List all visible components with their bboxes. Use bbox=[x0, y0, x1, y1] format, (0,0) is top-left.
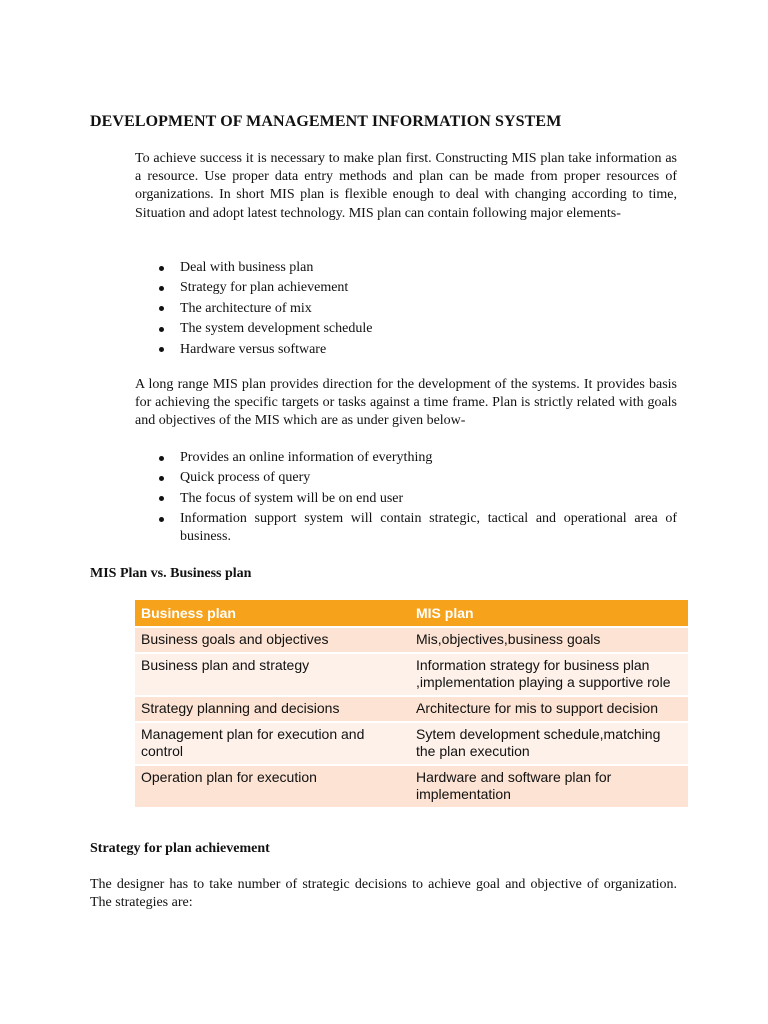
list-item: The architecture of mix bbox=[135, 300, 677, 318]
strategy-paragraph: The designer has to take number of strategic decisions to achieve goal and objective of organization. The strategies are: bbox=[90, 877, 677, 911]
table-row bbox=[135, 722, 688, 765]
table-cell: Mis,objectives,business goals bbox=[410, 627, 688, 653]
table-row bbox=[135, 765, 688, 808]
list-item: The system development schedule bbox=[135, 320, 677, 338]
bullet-icon bbox=[159, 306, 164, 311]
bullet-icon bbox=[159, 496, 164, 501]
comparison-heading: MIS Plan vs. Business plan bbox=[90, 566, 252, 581]
table-header-row bbox=[135, 600, 688, 627]
list-item: Information support system will contain strategic, tactical and operational area of business. bbox=[135, 510, 677, 546]
page-title: DEVELOPMENT OF MANAGEMENT INFORMATION SYSTEM bbox=[90, 113, 562, 130]
strategy-heading: Strategy for plan achievement bbox=[90, 841, 270, 856]
table-cell: Business goals and objectives bbox=[135, 627, 410, 653]
table-cell: Architecture for mis to support decision bbox=[410, 696, 688, 722]
table-cell: Management plan for execution and control bbox=[135, 722, 410, 765]
list-item: Strategy for plan achievement bbox=[135, 279, 677, 297]
comparison-table bbox=[135, 600, 688, 809]
long-range-paragraph: A long range MIS plan provides direction for the development of the systems. It provides basis for achieving the specific targets or tasks against a time frame. Plan is strictly related with goals and objectives of the MIS which are as under given below- bbox=[135, 377, 677, 429]
list-item: Hardware versus software bbox=[135, 341, 677, 359]
bullet-icon bbox=[159, 456, 164, 461]
intro-paragraph: To achieve success it is necessary to make plan first. Constructing MIS plan take information as a resource. Use proper data entry methods and plan can be made from proper resources of organizations. In short MIS plan is flexible enough to deal with changing according to time, Situation and adopt latest technology. MIS plan can contain following major elements- bbox=[135, 151, 677, 221]
objectives-list bbox=[135, 449, 677, 549]
table-header-business-plan: Business plan bbox=[135, 600, 410, 627]
table-cell: Information strategy for business plan ,implementation playing a supportive role bbox=[410, 653, 688, 696]
table-cell: Operation plan for execution bbox=[135, 765, 410, 808]
table-cell: Sytem development schedule,matching the plan execution bbox=[410, 722, 688, 765]
list-item: Provides an online information of everything bbox=[135, 449, 677, 467]
list-item: The focus of system will be on end user bbox=[135, 490, 677, 508]
bullet-icon bbox=[159, 347, 164, 352]
elements-list bbox=[135, 259, 677, 361]
bullet-icon bbox=[159, 476, 164, 481]
list-item: Deal with business plan bbox=[135, 259, 677, 277]
bullet-icon bbox=[159, 286, 164, 291]
table-cell: Hardware and software plan for implementation bbox=[410, 765, 688, 808]
table-row bbox=[135, 696, 688, 722]
table-cell: Business plan and strategy bbox=[135, 653, 410, 696]
table-row bbox=[135, 653, 688, 696]
bullet-icon bbox=[159, 517, 164, 522]
bullet-icon bbox=[159, 266, 164, 271]
bullet-icon bbox=[159, 327, 164, 332]
list-item: Quick process of query bbox=[135, 469, 677, 487]
table-row bbox=[135, 627, 688, 653]
table-header-mis-plan: MIS plan bbox=[410, 600, 688, 627]
table-cell: Strategy planning and decisions bbox=[135, 696, 410, 722]
